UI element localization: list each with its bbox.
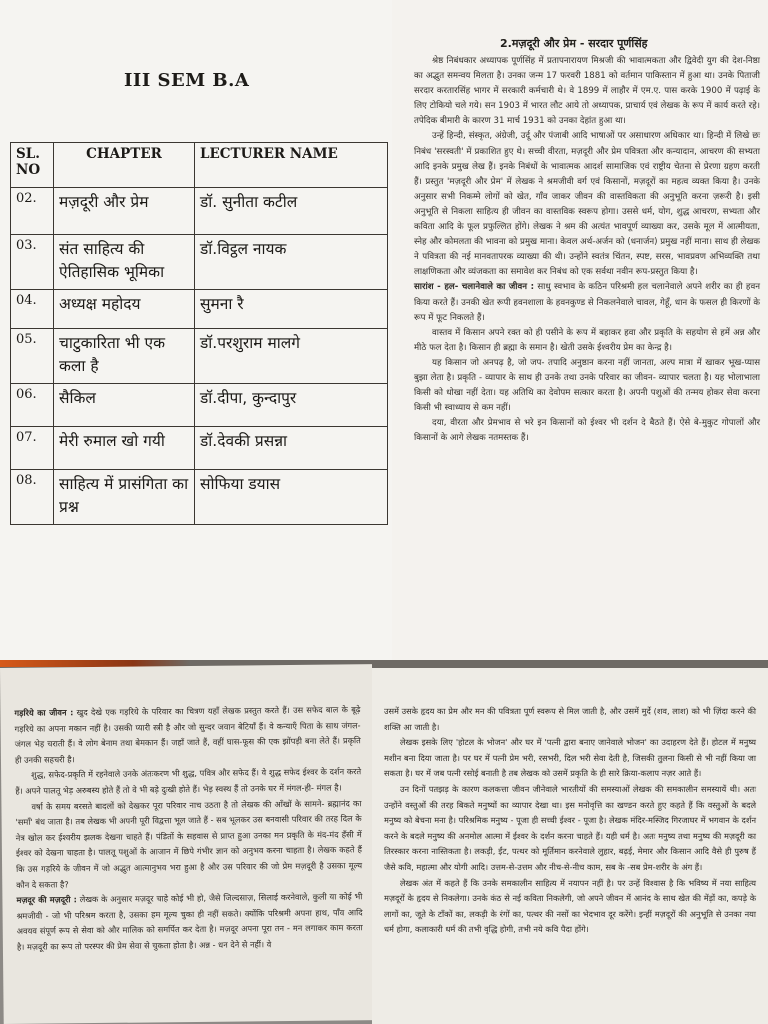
- notes-sheet-bottom-left: [0, 664, 376, 1024]
- paragraph: [384, 876, 756, 938]
- row-chapter: मज़दूरी और प्रेम: [54, 188, 195, 235]
- row-lecturer: डॉ.देवकी प्रसन्ना: [195, 427, 388, 470]
- paragraph-text: लेखक इसके लिए 'होटल के भोजन' और घर में 'पत्नी द्वारा बनाए जानेवाले भोजन' का उदाहरण देते हैं। होटल में मनुष्य मशीन बना दिया जाता है। पर घर में पत्नी प्रेम भरी, रसभरी, दिल भरी सेवा देती है, जिसकी तुलना किसी से भी नहीं किया जा सकता है। घर में जब पत्नी रसोई बनाती है तब लेखक को उसमें प्रकृति के ही सारे क्रिया-कलाप नज़र आते हैं।: [384, 737, 756, 779]
- paragraph: [414, 54, 760, 129]
- row-sl-no: 08.: [11, 470, 54, 525]
- row-lecturer: डॉ.विट्ठल नायक: [195, 235, 388, 290]
- header-chapter: CHAPTER: [54, 143, 195, 188]
- row-chapter: चाटुकारिता भी एक कला है: [54, 329, 195, 384]
- paragraph-text: दया, वीरता और प्रेमभाव से भरे इन किसानों को ईश्वर भी दर्शन दे बैठते हैं। ऐसे बे-मुकुट गोपालों और किसानों के आगे लेखक नतमस्तक हैं।: [414, 418, 760, 444]
- row-lecturer: सुमना रै: [195, 290, 388, 329]
- paragraph: [414, 280, 760, 325]
- paragraph-text: वास्तव में किसान अपने रक्त को ही पसीने के रूप में बहाकर हवा और प्रकृति के सहयोग से हमें अन्न और मीठे फल देता है। किसान ही ब्रह्मा के समान है। खेती उसके ईश्वरीय प्रेम का केन्द्र है।: [414, 327, 760, 353]
- paragraph: [15, 765, 361, 800]
- paragraph-text: उन्हें हिन्दी, संस्कृत, अंग्रेजी, उर्दू और पंजाबी आदि भाषाओं पर असाधारण अधिकार था। हिन्दी में लिखे छः निबंध 'सरस्वती' में प्रकाशित हुए थे। सच्ची वीरता, मज़दूरी और प्रेम पवित्रता और कन्यादान, आचरण की सभ्यता आदि इनके प्रमुख लेख हैं। इनके निबंधों के भावात्मक आदर्श सामाजिक एवं राष्ट्रीय चेतना से प्रेरणा ग्रहण करती हैं। प्रस्तुत 'मज़दूरी और प्रेम' में लेखक ने श्रमजीवी वर्ग एवं किसानों, मज़दूरों का महत्व व्यक्त किया है। उनके अनुसार सभी निकम्मे लोगों को खेत, गाँव जाकर जीवन की वास्तविकता की अनुभूति करना ज़रूरी है। इसी अनुभूति से निकला साहित्य ही जीवन का वास्तविक स्वरूप होगा। उससे धर्म, योग, शुद्ध आचरण, सभ्यता और कविता आदि के फूल प्रफुल्लित होंगे। लेखक ने श्रम की अत्यंत भावपूर्ण व्याख्या कर, उसके मूल में आत्मीयता, स्नेह और कोमलता की भावना को प्रमुख माना। केवल अर्थ-अर्जन को (धनार्जन) प्रमुख नहीं माना। साथ ही लेखक ने पवित्रता की नई मानवतापरक व्याख्या की थी। उन्होंने स्वतंत्र चिंतन, स्पष्ट, सरस, भावप्रवण अभिव्यक्ति तथा लाक्षणिकता और व्यंजकता का समावेश कर निबंध को एक सर्वथा नवीन रूप-प्रस्तुत किया है।: [414, 131, 760, 278]
- row-lecturer: डॉ.परशुराम मालगे: [195, 329, 388, 384]
- row-lecturer: सोफिया डयास: [195, 470, 388, 525]
- paragraph-text: वर्षा के समय बरसते बादलों को देखकर पूरा परिवार नाच उठता है तो लेखक की आँखों के सामने- ब्रह्मानंद का 'समाँ' बंध जाता है। तब लेखक भी अपनी पूरी विद्वत्ता भूल जाते हैं - सब भूलकर उस बनवासी परिवार की तरह दिल के नेत्र खोल कर ईश्वरीय झलक देखना चाहते हैं। पंडितों के सहवास से प्राप्त हुआ उनका मन प्रकृति के मंद-मंद हँसी में ईश्वर को देखना चाहता है। पालतू पशुओं के आजान में छिपे गंभीर ज्ञान को अनुभव करना चाहता है। लेखक कहते हैं कि उस गड़रिये के जीवन में जो अद्भुत आत्मानुभव भरा हुआ है और उस परिवार की जो प्रेम मज़दूरी है उसका मूल्य कौन दे सकता है?: [15, 797, 363, 890]
- header-sl-no: SL. NO: [11, 143, 54, 188]
- paragraph-lead: गड़रिये का जीवन :: [14, 707, 74, 718]
- notes-sheet-bottom-right: [372, 668, 768, 1024]
- paragraph-text: शुद्ध, सफेद-प्रकृति में रहनेवाले उनके अंतःकरण भी शुद्ध, पवित्र और सफेद हैं। वे शुद्ध सफेद ईश्वर के दर्शन करते हैं। अपने पालतू भेड़ अरुबस्य होते हैं तो वे भी बड़े दुःखी होते हैं। भेड़ स्वस्थ हैं तो उनके घर में मंगल-ही- मंगल है।: [15, 766, 362, 796]
- semester-title: III SEM B.A: [124, 70, 250, 91]
- table-row: [11, 188, 388, 235]
- notes-body-left: [14, 702, 363, 955]
- paragraph-text: खुद देखे एक गड़रिये के परिवार का चित्रण यहाँ लेखक प्रस्तुत करते हैं। उस सफेद बाल के बूढ़े गड़रिये का अपना मकान नहीं है। उसकी प्यारी स्त्री है और जो सुन्दर जवान बेटियाँ हैं। वे कन्याएँ पिता के साथ जंगल- जंगल भेड़ चराती हैं। वे लोग बेनाम तथा बेमकान हैं। जहाँ जाते हैं, वहीं घास-फूस की एक झोंपड़ी बना लेते हैं। प्रकृति ही उनकी सहचरी है।: [14, 704, 361, 765]
- paragraph: [384, 704, 756, 735]
- paragraph-text: लेखक अंत में कहते हैं कि उनके समकालीन साहित्य में नयापन नहीं है। पर उन्हें विश्वास है कि भविष्य में नया साहित्य मज़दूरों के हृदय से निकलेगा। उनके कंठ से नई कविता निकलेगी, जो अपने जीवन में आनंद के साथ खेत की मेंड़ों का, कपड़े के लागों का, जूते के टाँकों का, लकड़ी के रंगों का, पत्थर की नसों का भेदभाव दूर करेंगे। इन्हीं मज़दूरों की अनुभूति से उनका नया धर्म होगा, कलाकारी धर्म की तभी वृद्धि होगी, तभी नये कवि पैदा होंगे।: [384, 877, 756, 935]
- table-header-row: [11, 143, 388, 188]
- paragraph: [16, 889, 363, 955]
- row-sl-no: 02.: [11, 188, 54, 235]
- table-row: [11, 290, 388, 329]
- table-row: [11, 235, 388, 290]
- paragraph-text: साधु स्वभाव के कठिन परिश्रमी हल चलानेवाले अपने शरीर का ही हवन किया करते हैं। उनकी खेत रूपी हवनशाला के हवनकुण्ड से निकलनेवाले चावल, गेहूँ, धान के फसल ही किरणों के रूप में फूट निकलते हैं।: [414, 282, 761, 323]
- essay-title: 2.मज़दूरी और प्रेम - सरदार पूर्णसिंह: [500, 37, 648, 50]
- row-lecturer: डॉ. सुनीता कटील: [195, 188, 388, 235]
- row-sl-no: 03.: [11, 235, 54, 290]
- syllabus-sheet: [0, 0, 392, 660]
- row-chapter: संत साहित्य की ऐतिहासिक भूमिका: [54, 235, 195, 290]
- paragraph-text: श्रेष्ठ निबंधकार अध्यापक पूर्णसिंह में प्रतापनारायण मिश्रजी की भावात्मकता और द्विवेदी युग की देश-निष्ठा का अद्भुत समन्वय मिलता है। उनका जन्म 17 फरवरी 1881 को वर्तमान पाकिस्तान में हुआ था। उनके पिताजी सरदार करतारसिंह भागर में सरकारी कर्मचारी थे। वे 1899 में लाहौर में एम.ए. पास करके 1900 में पढ़ाई के लिए टोकियो चले गये। सन 1903 में भारत लौट आये तो अध्यापक, प्राचार्य एवं लेखक के रूप में कार्य करते रहे। तपेदिक बीमारी के कारण 31 मार्च 1931 को उनका देहांत हुआ था।: [414, 56, 760, 127]
- row-chapter: अध्यक्ष महोदय: [54, 290, 195, 329]
- table-row: [11, 329, 388, 384]
- table-row: [11, 427, 388, 470]
- table-row: [11, 384, 388, 427]
- paragraph-lead: सारांश - हल- चलानेवाले का जीवन :: [414, 282, 535, 293]
- paragraph: [384, 782, 756, 876]
- paragraph: [414, 356, 760, 416]
- notes-body-right: [384, 704, 756, 938]
- row-sl-no: 05.: [11, 329, 54, 384]
- row-lecturer: डॉ.दीपा, कुन्दापुर: [195, 384, 388, 427]
- essay-sheet: [392, 0, 768, 660]
- paragraph-text: लेखक के अनुसार मज़दूर चाहे कोई भी हो, जैसे जिल्दसाज़, सिलाई करनेवाले, कुली या कोई भी श्रमजीवी - जो भी परिश्रम करता है, उसका हम मूल्य चुका ही नहीं सकते। क्योंकि परिश्रमी अपना हाथ, पाँव आदि अवयव संपूर्ण रूप से सेवा को और मालिक को समर्पित कर देता है। मज़दूर अपना पूरा तन - मन लगाकर काम करता है। मज़दूरी का रूप तो परस्पर की प्रेम सेवा से चुकता होता है। अन्न - धन देने से नहीं। वे: [16, 891, 363, 952]
- paragraph-lead: मज़दूर की मज़दूरी :: [16, 894, 77, 905]
- paragraph-text: यह किसान जो अनपढ़ है, जो जप- तपादि अनुष्ठान करना नहीं जानता, अल्प मात्रा में खाकर भूख-प्यास बुझा लेता है। प्रकृति - व्यापार के साथ ही उनके तथा उनके परिवार का जीवन- व्यापार चलता है। यह भोलाभाला किसी को धोखा नहीं देता। यह अतिथि का देवोपम सत्कार करता है। अपनी पशुओं की तन्मय होकर सेवा करना किसी भी स्वाध्याय से कम नहीं।: [414, 357, 760, 414]
- chapter-table: [10, 142, 388, 525]
- paragraph-text: उसमें उसके हृदय का प्रेम और मन की पवित्रता पूर्ण स्वरूप से मिल जाती है, और उसमें मुर्दे (शव, लाश) को भी ज़िंदा करने की शक्ति आ जाती है।: [384, 706, 756, 732]
- table-row: [11, 470, 388, 525]
- paragraph: [15, 796, 362, 893]
- paragraph: [414, 129, 760, 280]
- row-chapter: मेरी रुमाल खो गयी: [54, 427, 195, 470]
- paragraph: [384, 735, 756, 782]
- paragraph: [414, 416, 760, 446]
- paragraph-text: उन दिनों पतझड़ के कारण कलकत्ता जीवन जीनेवाले भारतीयों की समस्याओं लेखक की समकालीन समस्यायें थी। अतः उन्होंने वस्तुओं की तरह बिकते मनुष्यों का व्यापार देखा था। इस मनोवृत्ति का खण्डन करते हुए कहते हैं कि वस्तुओं के बदले मनुष्य को बेचना मना है। परिश्रमिक मनुष्य - पूजा ही सच्ची ईश्वर - पूजा है। लेखक मंदिर-मस्जिद गिरजाघर में भगवान के दर्शन करने के बदले मनुष्य की अनमोल आत्मा में ईश्वर के दर्शन करना चाहते हैं। यही धर्म है। अतः मनुष्य तथा मनुष्य की मज़दूरी का तिरस्कार करना नास्तिकता है। लकड़ी, ईंट, पत्थर को मूर्तिमान करनेवाले लुहार, बढ़ई, मेमार और किसान आदि वैसे ही पुरुष हैं जैसे कवि, महात्मा और योगी आदि। उत्तम-से-उत्तम और नीच-से-नीच काम, सब के -सब प्रेम-शरीर के अंग हैं।: [384, 783, 756, 872]
- row-sl-no: 04.: [11, 290, 54, 329]
- header-lecturer-name: LECTURER NAME: [195, 143, 388, 188]
- row-sl-no: 07.: [11, 427, 54, 470]
- row-chapter: सैकिल: [54, 384, 195, 427]
- essay-body: [414, 54, 760, 446]
- paragraph: [14, 702, 361, 768]
- paragraph: [414, 326, 760, 356]
- row-chapter: साहित्य में प्रासंगिता का प्रश्न: [54, 470, 195, 525]
- row-sl-no: 06.: [11, 384, 54, 427]
